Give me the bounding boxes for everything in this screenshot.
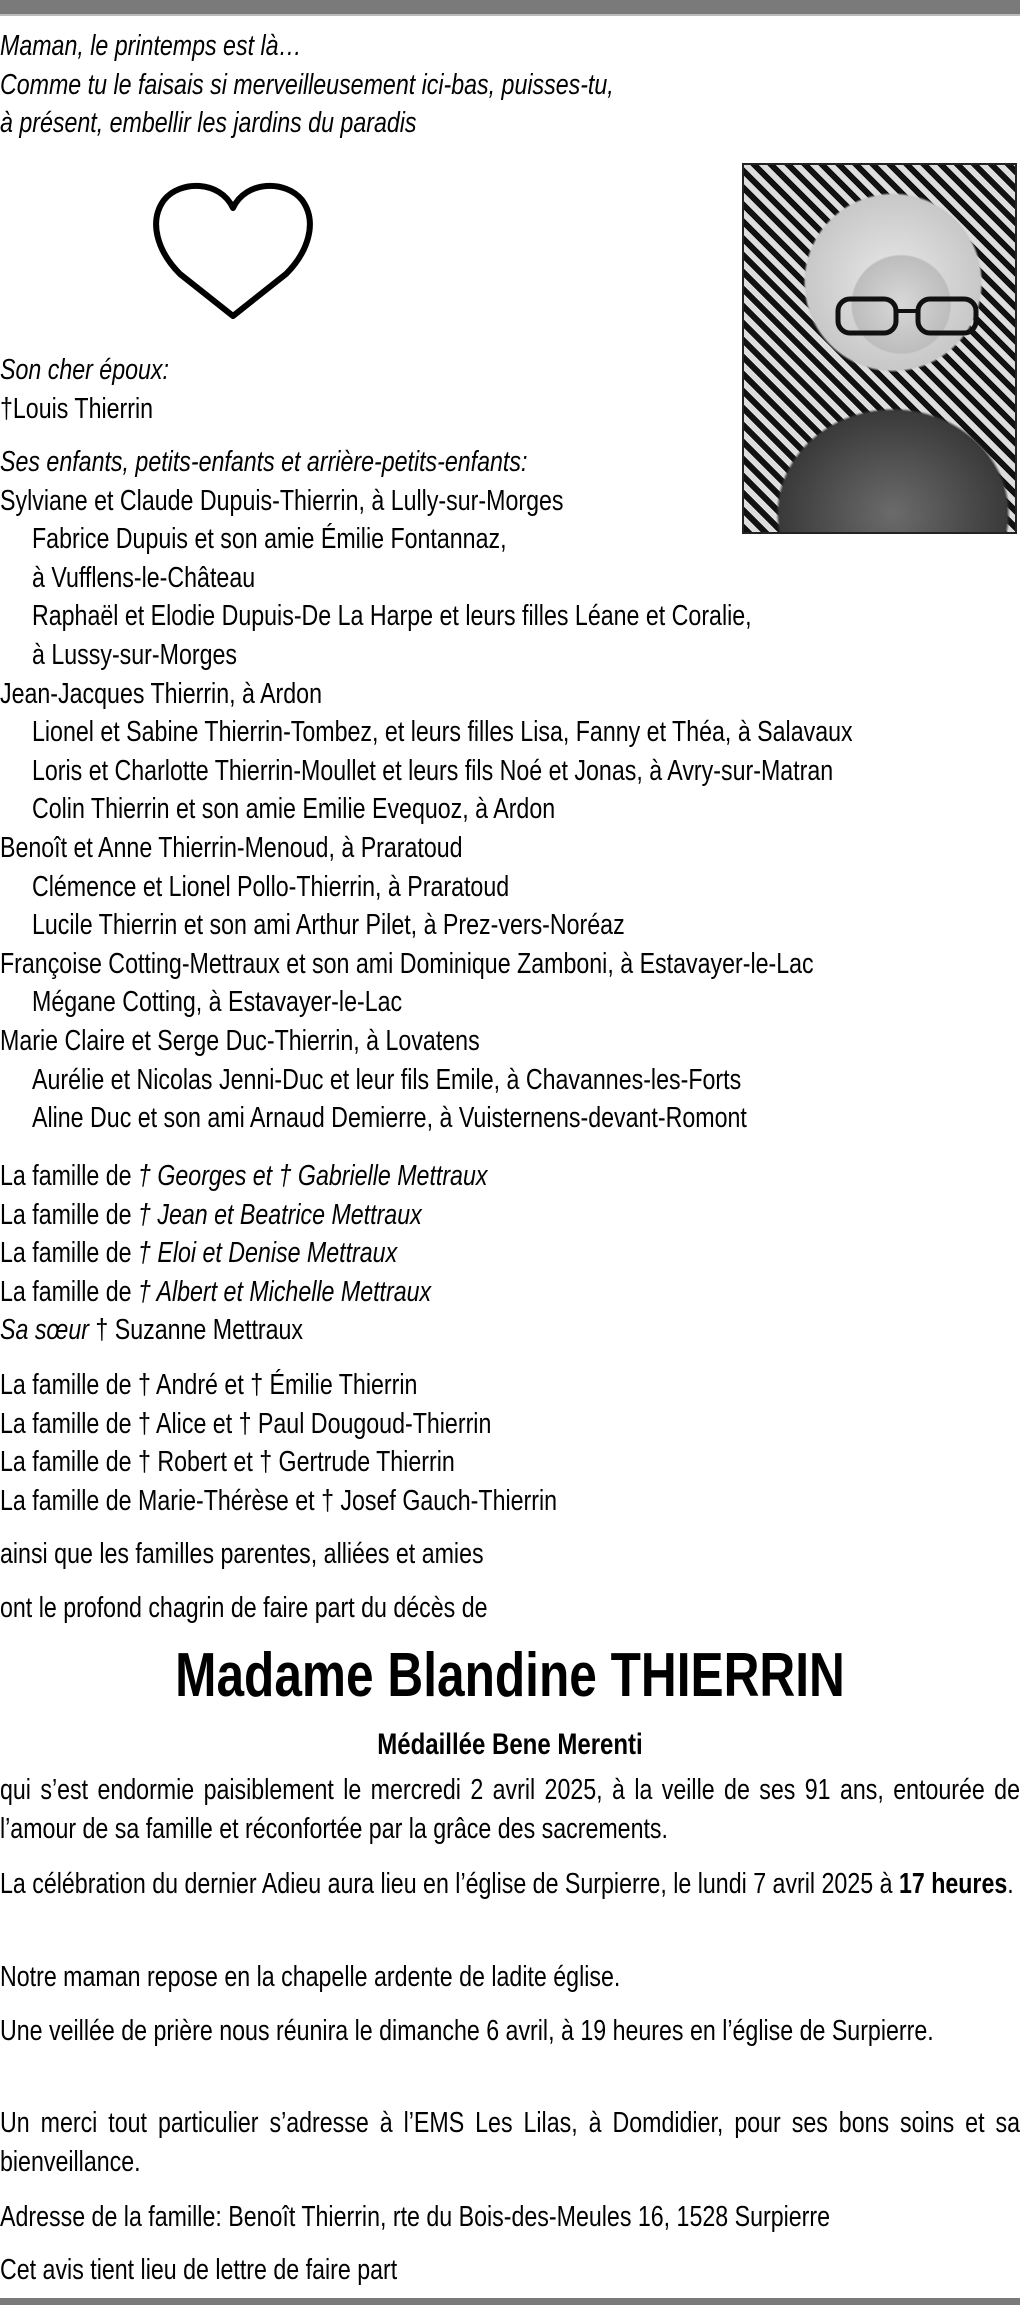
epigraph-line: Maman, le printemps est là…	[0, 30, 302, 62]
family-line: La famille de Marie-Thérèse et † Josef Gauch-Thierrin	[0, 1484, 558, 1517]
ceremony-end: .	[1007, 1868, 1014, 1900]
epigraph	[0, 27, 1020, 143]
family-line	[0, 1273, 1020, 1312]
spouse-name: †Louis Thierrin	[0, 392, 154, 425]
address-line: Adresse de la famille: Benoît Thierrin, rte du Bois-des-Meules 16, 1528 Surpierre	[0, 2201, 831, 2233]
announce-line	[0, 1589, 1020, 1628]
grandchild-line: à Lussy-sur-Morges	[32, 638, 237, 671]
grandchild-line: Fabrice Dupuis et son amie Émilie Fontannaz,	[32, 523, 507, 556]
epigraph-line: à présent, embellir les jardins du paradis	[0, 107, 417, 140]
family-names: † Eloi et Denise Mettraux	[138, 1237, 398, 1270]
sister-name: † Suzanne Mettraux	[88, 1314, 304, 1347]
ceremony-text: La célébration du dernier Adieu aura lieu en l’église de Surpierre, le lundi 7 avril 2025 à	[0, 1868, 899, 1900]
deceased-name: Madame Blandine THIERRIN	[175, 1641, 845, 1710]
child-line: Benoît et Anne Thierrin-Menoud, à Praratoud	[0, 831, 463, 864]
child-line: Jean-Jacques Thierrin, à Ardon	[0, 677, 322, 710]
thierrin-families	[0, 1366, 1020, 1520]
grandchild-line: Aline Duc et son ami Arnaud Demierre, à Vuisternens-devant-Romont	[32, 1102, 747, 1135]
spouse-heading: Son cher époux:	[0, 354, 169, 386]
family-names: † Georges et † Gabrielle Mettraux	[138, 1160, 488, 1192]
bottom-border	[0, 2298, 1020, 2305]
family-prefix: La famille de	[0, 1160, 138, 1192]
grandchild-line: Mégane Cotting, à Estavayer-le-Lac	[32, 986, 403, 1019]
mettraux-families	[0, 1157, 1020, 1350]
family-prefix: La famille de	[0, 1275, 138, 1308]
grandchild-line: Clémence et Lionel Pollo-Thierrin, à Praratoud	[32, 870, 510, 903]
ceremony-paragraph	[0, 1865, 1020, 1904]
relatives-line	[0, 1535, 1020, 1574]
child-line: Marie Claire et Serge Duc-Thierrin, à Lovatens	[0, 1024, 480, 1057]
thanks-paragraph: Un merci tout particulier s’adresse à l’EMS Les Lilas, à Domdidier, pour ses bons soins et sa bienveillance.	[0, 2107, 1020, 2178]
family-names: † Albert et Michelle Mettraux	[138, 1275, 432, 1308]
grandchild-line: à Vufflens-le-Château	[32, 561, 256, 594]
family-line	[0, 1234, 1020, 1273]
glasses-shape	[834, 293, 984, 337]
children-section	[0, 443, 1020, 1138]
spouse-section	[0, 351, 1020, 428]
sister-line	[0, 1311, 1020, 1350]
deceased-distinction: Médaillée Bene Merenti	[377, 1728, 643, 1761]
family-line: La famille de † Alice et † Paul Dougoud-Thierrin	[0, 1407, 492, 1440]
closing-line: Cet avis tient lieu de lettre de faire part	[0, 2254, 398, 2286]
family-line	[0, 1196, 1020, 1235]
announce-text: ont le profond chagrin de faire part du décès de	[0, 1592, 488, 1624]
children-heading: Ses enfants, petits-enfants et arrière-petits-enfants:	[0, 446, 528, 478]
family-line	[0, 1157, 1020, 1196]
rest-paragraph: Notre maman repose en la chapelle ardente de ladite église.	[0, 1961, 621, 1993]
heart-icon	[150, 178, 316, 322]
family-prefix: La famille de	[0, 1237, 138, 1270]
grandchild-line: Raphaël et Elodie Dupuis-De La Harpe et leurs filles Léane et Coralie,	[32, 600, 752, 633]
epigraph-line: Comme tu le faisais si merveilleusement ici-bas, puisses-tu,	[0, 68, 614, 101]
grandchild-line: Loris et Charlotte Thierrin-Moullet et leurs fils Noé et Jonas, à Avry-sur-Matran	[32, 754, 834, 787]
grandchild-line: Aurélie et Nicolas Jenni-Duc et leur fils Emile, à Chavannes-les-Forts	[32, 1063, 742, 1096]
relatives-text: ainsi que les familles parentes, alliées et amies	[0, 1538, 484, 1570]
grandchild-line: Lucile Thierrin et son ami Arthur Pilet, à Prez-vers-Noréaz	[32, 909, 625, 942]
child-line: Françoise Cotting-Mettraux et son ami Dominique Zamboni, à Estavayer-le-Lac	[0, 947, 814, 980]
child-line: Sylviane et Claude Dupuis-Thierrin, à Lully-sur-Morges	[0, 484, 564, 517]
family-prefix: La famille de	[0, 1198, 138, 1231]
top-border	[0, 0, 1020, 16]
vigil-paragraph: Une veillée de prière nous réunira le dimanche 6 avril, à 19 heures en l’église de Surpierre.	[0, 2015, 934, 2047]
ceremony-time: 17 heures	[898, 1868, 1008, 1900]
family-names: † Jean et Beatrice Mettraux	[138, 1198, 422, 1231]
death-paragraph: qui s’est endormie paisiblement le mercredi 2 avril 2025, à la veille de ses 91 ans, entourée de l’amour de sa famille et réconfortée par la grâce des sacrements.	[0, 1774, 1020, 1845]
family-line: La famille de † Robert et † Gertrude Thierrin	[0, 1446, 455, 1479]
grandchild-line: Lionel et Sabine Thierrin-Tombez, et leurs filles Lisa, Fanny et Théa, à Salavaux	[32, 716, 853, 749]
grandchild-line: Colin Thierrin et son amie Emilie Evequoz, à Ardon	[32, 793, 556, 826]
family-line: La famille de † André et † Émilie Thierrin	[0, 1369, 418, 1401]
sister-label: Sa sœur	[0, 1314, 89, 1347]
